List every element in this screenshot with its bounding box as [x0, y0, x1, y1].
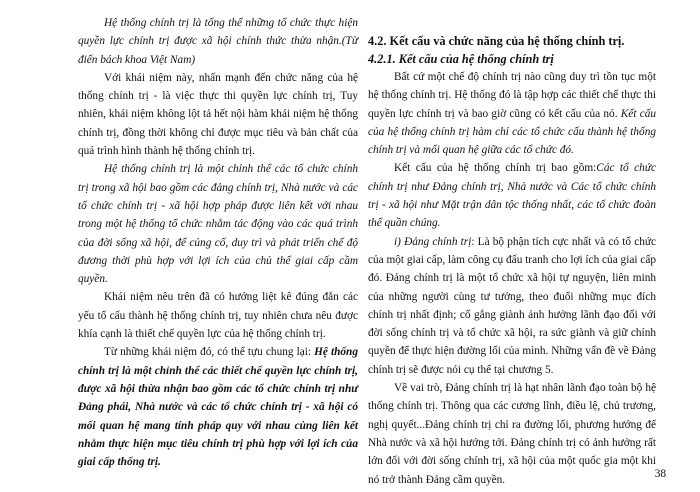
party-label-italic: i) Đảng chính trị [394, 235, 472, 248]
paragraph-function-emphasis: Với khái niệm này, nhấn mạnh đến chức năng của hệ thống chính trị - là việc thực thi quyền lực chính trị, Tuy nhiên, khái niệm không lột tả hết nội hàm khái niệm hệ thống chính trị, đồng thời không chỉ được mục tiêu và bản chất của quá trình hình thành hệ thống chính trị. [78, 71, 358, 158]
paragraph-assessment: Khái niệm nêu trên đã có hướng liệt kê đúng đắn các yếu tố cấu thành hệ thống chính trị, tuy nhiên chưa nêu được khía cạnh là thiết chế quyền lực của hệ thống chính trị. [78, 291, 358, 341]
paragraph-party-role: Về vai trò, Đảng chính trị là hạt nhân lãnh đạo toàn bộ hệ thống chính trị. Thông qua các cương lĩnh, điều lệ, chủ trương, nghị quyết...Đảng chính trị chỉ ra đường lối, phương hướng để Nhà nước và xã hội hướng tới. Đảng chính trị có ảnh hưởng rất lớn đối với đời sống chính trị, xã hội của một quốc gia một khi nó trở thành Đảng cầm quyền. [368, 382, 656, 486]
party-description: : Là bộ phận tích cực nhất và có tổ chức của một giai cấp, làm công cụ đấu tranh cho lợi ích của giai cấp đó. Đảng chính trị là một tổ chức xã hội tự nguyện, liên minh của những người cùng tư tưởng, theo đuổi những mục đích chính trị nhất định; cố gắng giành ảnh hưởng lãnh đạo đối với đời sống chính trị và tổ chức xã hội, ra sức giành và giữ chính quyền để thực hiện đường lối của mình. Những vấn đề về Đảng chính trị sẽ được nói cụ thể tại chương 5. [368, 235, 656, 376]
components-intro-text: Kết cấu của hệ thống chính trị bao gồm: [394, 162, 597, 175]
structure-definition-italic: Kết cấu của hệ thống chính trị hàm chỉ các tổ chức cấu thành hệ thống chính trị và mối quan hệ giữa các tổ chức đó. [368, 107, 657, 157]
definition-whole-organization: Hệ thống chính trị là một chỉnh thể các tổ chức chính trị trong xã hội bao gồm các đảng chính trị, Nhà nước và các tổ chức chính trị - xã hội hợp pháp được liên kết với nhau trong một hệ thống tổ chức nhằm tác động vào các quá trình của đời sống xã hội, để củng cố, duy trì và phát triển chế độ đương thời phù hợp với lợi ích của chủ thể giai cấp cầm quyền. [78, 163, 358, 286]
summary-definition-bold: Hệ thống chính trị là một chỉnh thể các thiết chế quyền lực chính trị, được xã hội thừa nhận bao gồm các tổ chức chính trị như Đảng phái, Nhà nước và các tổ chức chính trị - xã hội có mối quan hệ mang tính pháp quy với nhau cùng liên kết nhằm thực hiện mục tiêu chính trị phù hợp với lợi ích của giai cấp thống trị. [78, 346, 358, 469]
structure-intro-text: Bất cứ một chế độ chính trị nào cũng duy trì tồn tục một hệ thống chính trị. Hệ thống đó là tập hợp các thiết chế thực thi quyền lực chính trị và bao giờ cũng có kết cấu của nó. [368, 71, 656, 120]
components-list-italic: Các tổ chức chính trị như Đảng chính trị, Nhà nước và Các tổ chức chính trị - xã hội như Mặt trận dân tộc thống nhất, các tổ chức đoàn thể quần chúng. [368, 162, 656, 230]
page-number: 38 [654, 468, 666, 480]
paragraph-structure-components [368, 159, 656, 232]
right-column [368, 0, 656, 489]
section-heading: 4.2. Kết cấu và chức năng của hệ thống chính trị. [368, 34, 625, 48]
paragraph-structure-intro [368, 68, 656, 159]
subsection-heading: 4.2.1. Kết cấu của hệ thống chính trị [368, 52, 554, 66]
summary-intro: Từ những khái niệm đó, có thể tựu chung lại: [104, 346, 315, 359]
left-column [78, 0, 358, 471]
definition-encyclopedia: Hệ thống chính trị là tổng thể những tổ chức thực hiện quyền lực chính trị được xã hội chính thức thừa nhận.(Từ điển bách khoa Việt Nam) [78, 17, 358, 66]
paragraph-political-party [368, 233, 656, 379]
paragraph-summary-definition [78, 343, 358, 471]
